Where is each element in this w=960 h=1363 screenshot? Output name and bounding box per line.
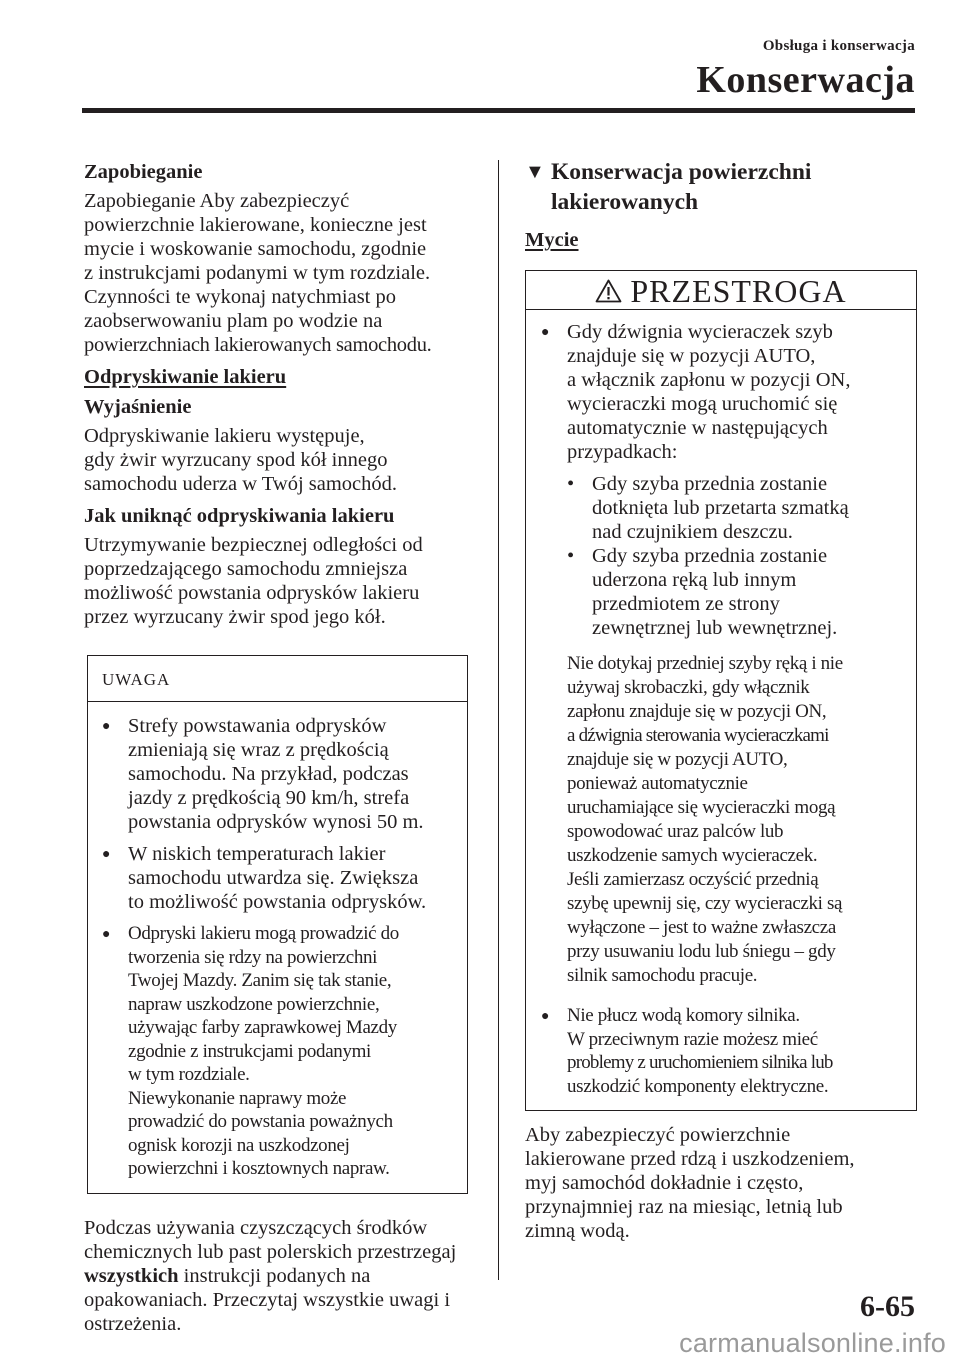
line: Strefy powstawania odprysków <box>128 715 387 737</box>
closing-text: instrukcji podanych na opakowaniach. Przeczytaj wszystkie uwagi i ostrzeżenia. <box>84 1264 451 1335</box>
line: powierzchniach lakierowanych samochodu. <box>84 334 432 356</box>
line: jazdy z prędkością 90 km/h, strefa <box>128 787 410 809</box>
small-bullet-icon: • <box>567 473 575 495</box>
triangle-down-icon: ▼ <box>525 161 545 183</box>
line: Gdy dźwignia wycieraczek szyb <box>567 321 833 343</box>
column-divider <box>498 160 499 1280</box>
line: uszkodzenie samych wycieraczek. <box>567 845 818 866</box>
heading-washing: Mycie <box>525 229 579 251</box>
line: ponieważ automatycznie <box>567 773 748 794</box>
caution-box <box>525 270 917 1111</box>
line: a dźwignia sterowania wycieraczkami <box>567 725 829 746</box>
small-bullet-icon: • <box>567 545 575 567</box>
line: uszkodzić komponenty elektryczne. <box>567 1075 829 1097</box>
line: wycieraczki mogą uruchomić się <box>567 393 838 415</box>
line: prowadzić do powstania poważnych <box>128 1111 393 1132</box>
note-bullet <box>102 922 457 1181</box>
line: Niewykonanie naprawy może <box>128 1087 347 1109</box>
line: Czynności te wykonaj natychmiast po <box>84 286 396 308</box>
note-bullet <box>102 714 457 834</box>
line: Odpryskiwanie lakieru występuje, <box>84 425 365 447</box>
line: zgodnie z instrukcjami podanymi <box>128 1040 371 1062</box>
line: myj samochód dokładnie i często, <box>525 1172 804 1194</box>
line: zewnętrznej lub wewnętrznej. <box>592 617 838 639</box>
line: wyłączone – jest to ważne zwłaszcza <box>567 917 836 938</box>
line: Aby zabezpieczyć powierzchnie <box>525 1124 791 1146</box>
line: znajduje się w pozycji AUTO, <box>567 345 816 367</box>
line: napraw uszkodzone powierzchnie, <box>128 993 380 1015</box>
caution-title: PRZESTROGA <box>630 273 847 309</box>
line: Konserwacja powierzchni <box>551 159 812 185</box>
line: Gdy szyba przednia zostanie <box>592 545 828 567</box>
line: lakierowanych <box>551 189 699 215</box>
line: przedmiotem ze strony <box>592 593 780 615</box>
line: gdy żwir wyrzucany spod kół innego <box>84 449 388 471</box>
line: mycie i woskowanie samochodu, zgodnie <box>84 238 427 260</box>
line: zaobserwowaniu plam po wodzie na <box>84 310 383 332</box>
line: ognisk korozji na uszkodzonej <box>128 1134 350 1156</box>
line: Twojej Mazdy. Zanim się tak stanie, <box>128 970 392 991</box>
caution-instructions <box>567 652 906 988</box>
line: poprzedzającego samochodu zmniejsza <box>84 558 408 580</box>
emphasis-all: wszystkich <box>84 1264 179 1287</box>
line: używając farby zaprawkowej Mazdy <box>128 1017 397 1038</box>
line: powierzchni i kosztownych napraw. <box>128 1158 390 1179</box>
line: samochodu. Na przykład, podczas <box>128 763 409 785</box>
bullet-dot-icon: ● <box>541 1009 550 1024</box>
right-column <box>525 157 917 1251</box>
line: silnik samochodu pracuje. <box>567 965 758 986</box>
line: zmieniają się wraz z prędkością <box>128 739 389 761</box>
caution-bullet <box>541 320 906 996</box>
avoid-paragraph <box>84 533 474 629</box>
line: w tym rozdziale. <box>128 1064 250 1085</box>
heading-avoid-chipping: Jak uniknąć odpryskiwania lakieru <box>84 505 395 527</box>
line: dotknięta lub przetarta szmatką <box>592 497 849 519</box>
line: to możliwość powstania odprysków. <box>128 891 427 913</box>
line: przy usuwaniu lodu lub śniegu – gdy <box>567 941 836 962</box>
line: używaj skrobaczki, gdy włącznik <box>567 677 810 698</box>
header-rule <box>82 108 915 113</box>
closing-text: Podczas używania czyszczących środków chemicznych lub past polerskich przestrzegaj <box>84 1216 457 1263</box>
bullet-dot-icon: ● <box>102 719 111 734</box>
caution-bullet <box>541 1004 906 1098</box>
section-title <box>525 157 917 217</box>
closing-paragraph-right <box>525 1123 917 1243</box>
line: tworzenia się rdzy na powierzchni <box>128 946 378 968</box>
line: W niskich temperaturach lakier <box>128 843 386 865</box>
bullet-dot-icon: ● <box>102 847 111 862</box>
closing-paragraph-left <box>84 1216 466 1336</box>
line: zapłonu znajduje się w pozycji ON, <box>567 701 827 722</box>
note-title: UWAGA <box>88 656 467 702</box>
line: samochodu utwardza się. Zwiększa <box>128 867 419 889</box>
intro-paragraph <box>84 189 474 357</box>
line: Nie dotykaj przedniej szyby ręką i nie <box>567 653 843 674</box>
line: samochodu uderza w Twój samochód. <box>84 473 398 495</box>
line: a włącznik zapłonu w pozycji ON, <box>567 369 851 391</box>
page-title: Konserwacja <box>696 59 915 101</box>
line: przynajmniej raz na miesiąc, letnią lub <box>525 1196 843 1218</box>
explanation-paragraph <box>84 424 474 496</box>
line: przez wyrzucany żwir spod jego kół. <box>84 606 386 628</box>
bullet-dot-icon: ● <box>541 325 550 340</box>
line: powstania odprysków wynosi 50 m. <box>128 811 424 833</box>
line: nad czujnikiem deszczu. <box>592 521 793 543</box>
line: Gdy szyba przednia zostanie <box>592 473 828 495</box>
line: powierzchnie lakierowane, konieczne jest <box>84 214 427 236</box>
page-number: 6-65 <box>860 1290 915 1323</box>
line: problemy z uruchomieniem silnika lub <box>567 1052 833 1073</box>
line: zimną wodą. <box>525 1220 630 1242</box>
running-header-section: Obsługa i konserwacja <box>762 38 915 54</box>
note-box <box>87 655 468 1194</box>
heading-explanation: Wyjaśnienie <box>84 396 192 418</box>
line: Jeśli zamierzasz oczyścić przednią <box>567 869 819 890</box>
note-bullet <box>102 842 457 914</box>
line: uruchamiające się wycieraczki mogą <box>567 797 836 818</box>
heading-zapobieganie: Zapobieganie <box>84 161 203 183</box>
line: Odpryski lakieru mogą prowadzić do <box>128 923 399 944</box>
line: znajduje się w pozycji AUTO, <box>567 749 788 770</box>
line: z instrukcjami podanymi w tym rozdziale. <box>84 262 431 284</box>
bullet-dot-icon: ● <box>102 927 111 942</box>
heading-chipping: Odpryskiwanie lakieru <box>84 366 287 388</box>
condition-item <box>567 472 906 544</box>
line: możliwość powstania odprysków lakieru <box>84 582 420 604</box>
line: lakierowane przed rdzą i uszkodzeniem, <box>525 1148 855 1170</box>
line: Utrzymywanie bezpiecznej odległości od <box>84 534 423 556</box>
line: spowodować uraz palców lub <box>567 821 784 842</box>
warning-triangle-icon <box>595 279 622 303</box>
condition-item <box>567 544 906 640</box>
line: Zapobieganie Aby zabezpieczyć <box>84 190 350 212</box>
left-column <box>84 160 474 1344</box>
line: szybę upewnij się, czy wycieraczki są <box>567 893 843 914</box>
line: przypadkach: <box>567 441 678 463</box>
line: automatycznie w następujących <box>567 417 828 439</box>
line: uderzona ręką lub innym <box>592 569 797 591</box>
watermark: carmanualsonline.info <box>679 1328 946 1358</box>
line: Nie płucz wodą komory silnika. <box>567 1005 800 1026</box>
line: W przeciwnym razie możesz mieć <box>567 1028 818 1050</box>
